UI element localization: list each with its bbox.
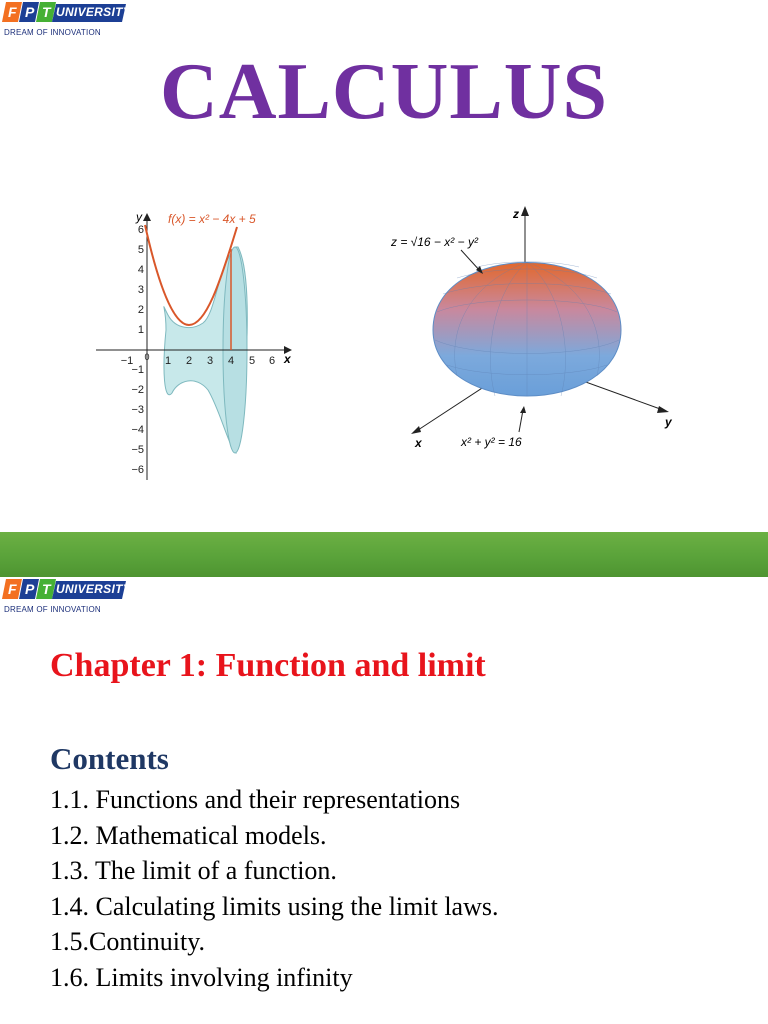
contents-list xyxy=(50,782,498,995)
contents-item: 1.2. Mathematical models. xyxy=(50,820,327,850)
logo-letter-p: P xyxy=(25,4,35,20)
fpt-university-logo xyxy=(2,579,132,619)
base-label-pointer xyxy=(519,410,523,432)
x-tick-label: 4 xyxy=(227,355,235,367)
y-tick-label: 6 xyxy=(137,224,144,236)
fpt-university-logo xyxy=(2,2,132,42)
y-tick-label: 1 xyxy=(137,324,144,336)
slide-title: CALCULUS xyxy=(159,48,609,136)
logo-tagline: DREAM OF INNOVATION xyxy=(4,605,101,614)
pointer-arrowhead xyxy=(520,406,526,413)
logo-letter-t: T xyxy=(42,4,51,20)
x-axis-label: x xyxy=(415,436,422,450)
x-axis-arrow xyxy=(411,426,421,434)
contents-item: 1.1. Functions and their representations xyxy=(50,785,461,814)
y-axis-label: y xyxy=(665,415,672,429)
logo-wordmark: UNIVERSITY xyxy=(56,582,132,596)
contents-heading: Contents xyxy=(50,741,169,776)
y-axis-label: y xyxy=(136,210,142,224)
y-tick-label: 4 xyxy=(137,264,144,276)
contents-item: 1.3. The limit of a function. xyxy=(50,856,337,885)
y-axis-arrow xyxy=(657,406,669,413)
x-tick-label: −1 xyxy=(120,355,134,367)
x-tick-label: 5 xyxy=(248,355,256,367)
y-tick-label: −2 xyxy=(131,384,144,396)
logo-letter-f: F xyxy=(8,4,17,20)
contents-item: 1.6. Limits involving infinity xyxy=(50,962,353,992)
contents-item: 1.5.Continuity. xyxy=(50,927,206,956)
logo-letter-f: F xyxy=(8,581,17,597)
logo-wordmark: UNIVERSITY xyxy=(56,5,132,19)
y-axis-arrow xyxy=(143,213,151,221)
logo-letter-t: T xyxy=(42,581,51,597)
z-axis-label: z xyxy=(513,207,519,221)
x-tick-label: 2 xyxy=(185,355,193,367)
y-tick-label: 3 xyxy=(137,284,144,296)
slide-divider-band xyxy=(0,532,768,577)
hemisphere-figure xyxy=(385,200,685,460)
chapter-title: Chapter 1: Function and limit xyxy=(50,647,486,684)
surface-equation-label: z = √16 − x² − y² xyxy=(391,235,478,249)
x-tick-label: 0 xyxy=(144,352,150,362)
y-tick-label: 2 xyxy=(137,304,144,316)
solid-of-revolution-figure xyxy=(88,205,298,485)
x-tick-label: 1 xyxy=(164,355,172,367)
z-axis-arrow xyxy=(521,206,529,216)
base-equation-label: x² + y² = 16 xyxy=(461,435,522,449)
y-tick-label: −5 xyxy=(131,444,144,456)
x-tick-label: 6 xyxy=(268,355,276,367)
y-tick-label: −4 xyxy=(131,424,144,436)
y-tick-label: −3 xyxy=(131,404,144,416)
function-label: f(x) = x² − 4x + 5 xyxy=(168,212,256,226)
x-axis-label: x xyxy=(284,352,291,366)
x-tick-label: 3 xyxy=(206,355,214,367)
contents-slide xyxy=(0,577,768,1024)
logo-letter-p: P xyxy=(25,581,35,597)
y-tick-label: −6 xyxy=(131,464,144,476)
logo-tagline: DREAM OF INNOVATION xyxy=(4,28,101,37)
y-tick-label: −1 xyxy=(131,364,144,376)
y-tick-label: 5 xyxy=(137,244,144,256)
contents-item: 1.4. Calculating limits using the limit laws. xyxy=(50,891,499,921)
